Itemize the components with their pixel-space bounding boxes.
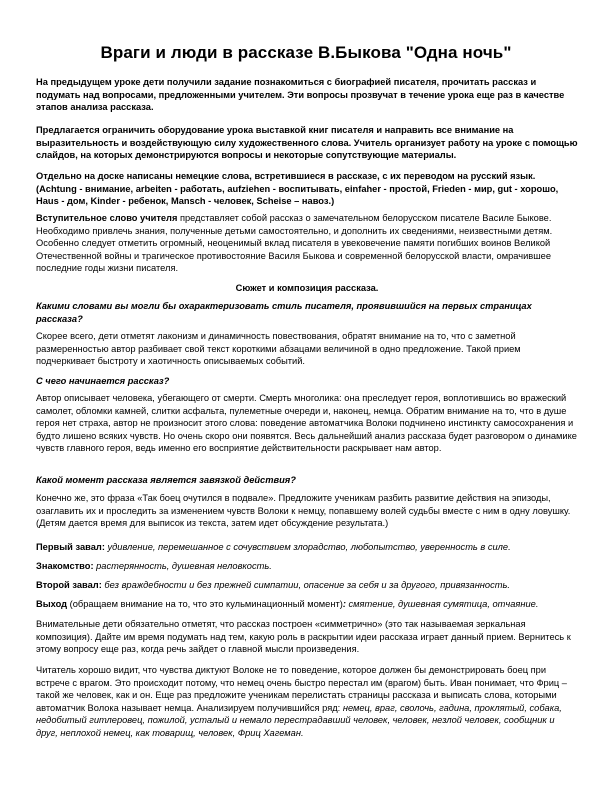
stage-exit [36,598,578,611]
question-style: Какими словами вы могли бы охарактеризовать стиль писателя, проявившийся на первых страницах рассказа? [36,301,532,324]
stage-exit-colon: : [342,599,349,609]
paragraph-equipment: Предлагается ограничить оборудование урока выставкой книг писателя и направить все внимание на выразительность и воздействующую силу художественного слова. Учитель организует работу на уроке с помощью слайдов, на которых демонстрируются вопросы и некоторые сопутствующие материалы. [36,125,578,161]
stage-exit-text: смятение, душевная сумятица, отчаяние. [348,599,539,609]
section-heading: Сюжет и композиция рассказа. [235,283,379,293]
paragraph-intro [36,212,578,275]
intro-text: представляет собой рассказ о замечательном белорусском писателе Василе Быкове. Необходимо привлечь знания, полученные детьми самостоятельно, и дополнить их сведениями, неизвестными детям. Особенно следует отметить огромный, неоценимый вклад писателя в увековечение памяти погибших воинов Великой Отечественной войны и трагическое противостояние Василя Быкова и современной белорусской власти, омрачившее последние годы жизни писателя. [36,213,553,274]
stage-exit-label: Выход [36,599,68,609]
paragraph-german-words: Отдельно на доске написаны немецкие слова, встретившиеся в рассказе, с их переводом на русский язык. (Achtung - внимание, arbeiten - работать, aufziehen - воспитывать, einfaher - простой, Frieden - мир, gut - хорошо, Haus - дом, Kinder - ребенок, Mansch - человек, Scheise – навоз.) [36,171,559,207]
answer-style: Скорее всего, дети отметят лаконизм и динамичность повествования, обратят внимание на то, что с заметной размеренностью автор разбивает свой текст короткими абзацами величиной в одно предложение. Такой прием подчеркивает быстроту и хаотичность описываемых событий. [36,331,521,367]
stage-acquaintance [36,560,578,573]
intro-label: Вступительное слово учителя [36,213,178,223]
stage-acquaintance-text: растерянность, душевная неловкость. [93,561,272,571]
question-beginning: С чего начинается рассказ? [36,376,170,386]
stage-second-collapse [36,579,578,592]
stage-exit-note: (обращаем внимание на то, что это кульминационный момент) [67,599,343,609]
stage-first-text: удивление, перемешанное с сочувствием злорадство, любопытство, уверенность в силе. [104,542,511,552]
answer-beginning: Автор описывает человека, убегающего от смерти. Смерть многолика: она преследует героя, воплотившись во вражеский самолет, обломки камней, слитки асфальта, пулеметные очереди и, наконец, немца. Обратим внимание на то, что в душе героя нет страха, автор не произносит этого слова: поведение автоматчика Волоки подчинено инстинкту самосохранения и будто лишено всяких чувств. Но очень скоро они появятся. Весь дальнейший анализ рассказа будет разговором о динамике чувств главного героя, ведь именно его восприятие действительности раскрывает нам автор. [36,393,577,454]
final-plain-text: Читатель хорошо видит, что чувства диктуют Волоке не то поведение, которое должен бы демонстрировать боец при встрече с врагом. Это происходит потому, что немец очень быстро перестал им (врагом) быть. Иван понимает, что Фриц – такой же человек, как и он. Еще раз предложите ученикам перелистать страницы рассказа и выписать слова, которыми автоматчик Волока называет немца. Анализируем получившийся ряд: [36,665,567,713]
stage-second-text: без враждебности и без прежней симпатии, опасение за себя и за другого, привязанность. [101,580,510,590]
stage-first-label: Первый завал: [36,542,105,552]
stage-first-collapse [36,541,578,554]
document-title: Враги и люди в рассказе В.Быкова "Одна ночь" [100,43,512,62]
stage-acquaintance-label: Знакомство: [36,561,94,571]
paragraph-final [36,664,578,740]
answer-plot-start: Конечно же, это фраза «Так боец очутился в подвале». Предложите ученикам разбить развитие действия на эпизоды, озаглавить их и проследить за изменением чувств Волоки к немцу, попавшему волей судьбы вместе с ним в одну ловушку. (Детям дается время для выписок из текста, затем идет обсуждение результата.) [36,493,571,529]
final-italic-list: немец, враг, сволочь, гадина, проклятый, собака, недобитый гитлеровец, пожилой, усталый и немало перестрадавший человек, человек, незлой человек, сообщник и друг, неплохой немец, как товарищ, человек, Фриц Хагеман. [36,702,562,738]
question-plot-start: Какой момент рассказа является завязкой действия? [36,475,296,485]
paragraph-composition: Внимательные дети обязательно отметят, что рассказ построен «симметрично» (это так называемая зеркальная композиция). Дайте им время подумать над тем, какую роль в раскрытии идеи рассказа играет данный прием. Вернитесь к этому вопросу еще раз, когда речь зайдет о главной мысли произведения. [36,619,571,655]
stage-second-label: Второй завал: [36,580,102,590]
paragraph-homework: На предыдущем уроке дети получили задание познакомиться с биографией писателя, прочитать рассказ и подумать над вопросами, предложенными учителем. Эти вопросы прозвучат в течение урока еще раз в качестве этапов анализа рассказа. [36,77,565,113]
